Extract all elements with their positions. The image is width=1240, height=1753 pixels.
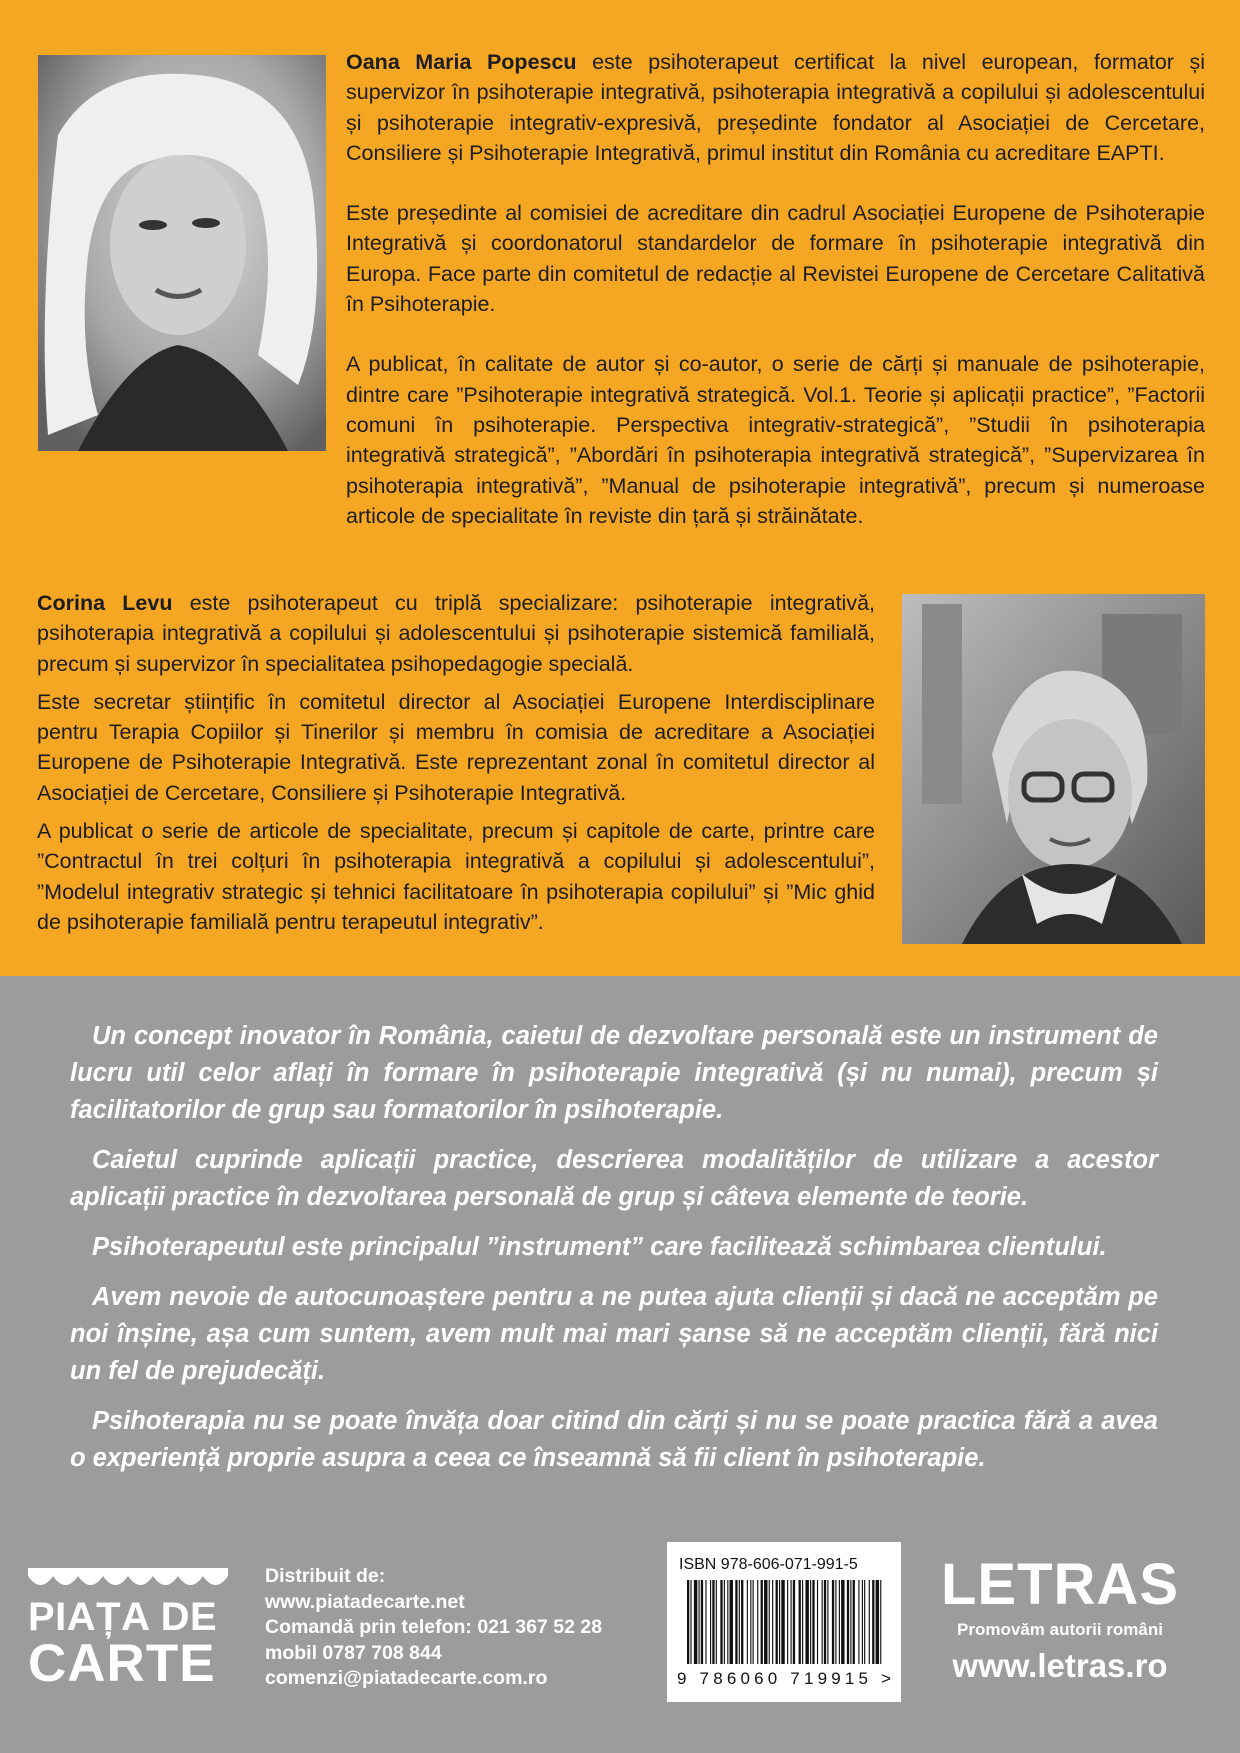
distributor-mobile: mobil 0787 708 844 (265, 1641, 442, 1664)
barcode-bar (769, 1580, 770, 1664)
barcode-bar (739, 1580, 740, 1664)
letras-logo (930, 1552, 1190, 1685)
barcode-bar (799, 1580, 801, 1664)
barcode-bar (824, 1580, 826, 1664)
barcode-bar (805, 1580, 808, 1664)
author1-bio (346, 47, 1205, 531)
barcode-bar (869, 1580, 870, 1664)
author2-bio (37, 588, 875, 937)
author1-paragraph-1: Oana Maria Popescu este psihoterapeut certificat la nivel european, formator și supervizor în psihoterapie integrativă, psihoterapia integrativă a copilului și adolescentului și psihoterapie integrativ-expresivă, președinte fondator al Asociației de Cercetare, Consiliere și Psihoterapie Integrativă, primul institut din România cu acreditare EAPTI. (346, 50, 1206, 165)
barcode-bar (764, 1580, 767, 1664)
barcode-graphic (675, 1580, 893, 1688)
barcode-bar (779, 1580, 780, 1664)
barcode-bar (832, 1580, 834, 1664)
distributor-phone: Comandă prin telefon: 021 367 52 28 (265, 1616, 603, 1638)
piata-logo-line2: CARTE (28, 1634, 216, 1693)
piata-logo-line1: PIAȚA DE (28, 1595, 218, 1639)
barcode-bar (791, 1580, 792, 1664)
barcode-bar (690, 1580, 691, 1664)
isbn-barcode (667, 1542, 901, 1702)
barcode-bar (787, 1580, 788, 1664)
distributor-website: www.piatadecarte.net (265, 1590, 465, 1613)
barcode-bar (847, 1580, 849, 1664)
barcode-bar (750, 1580, 751, 1664)
barcode-bar (710, 1580, 711, 1664)
barcode-bar (817, 1580, 818, 1664)
barcode-bar (793, 1580, 795, 1664)
barcode-bar (730, 1580, 733, 1664)
scalloped-awning-icon (28, 1568, 228, 1594)
barcode-bar (747, 1580, 748, 1664)
barcode-digits: 9 786060 719915 > (677, 1669, 891, 1688)
barcode-bar (812, 1580, 814, 1664)
barcode-bar (781, 1580, 784, 1664)
author1-photo (38, 55, 326, 451)
barcode-bar (872, 1580, 874, 1664)
distributor-info (265, 1564, 602, 1692)
book-description (70, 1018, 1158, 1490)
barcode-bar (827, 1580, 828, 1664)
barcode-bar (858, 1580, 859, 1664)
barcode-bar (716, 1580, 717, 1664)
barcode-bar (705, 1580, 706, 1664)
barcode-bar (757, 1580, 758, 1664)
author2-name: Corina Levu (37, 591, 173, 615)
barcode-bar (720, 1580, 722, 1664)
barcode-bar (802, 1580, 803, 1664)
barcode-bar (841, 1580, 844, 1664)
author1-paragraph-2: Este președinte al comisiei de acreditare din cadrul Asociației Europene de Psihoterapie Integrativă și coordonatorul standardelor de formare în psihoterapie integrativă din Europa. Face parte din comitetul de redacție al Revistei Europene de Cercetare Calitativă în Psihoterapie. (346, 201, 1205, 317)
barcode-bar (853, 1580, 855, 1664)
barcode-bar (761, 1580, 763, 1664)
description-paragraph: Caietul cuprinde aplicații practice, descrierea modalităților de utilizare a acestor aplicații practice în dezvoltarea personală de grup și câteva elemente de teorie. (70, 1146, 1158, 1211)
author1-paragraph-3: A publicat, în calitate de autor și co-autor, o serie de cărți și manuale de psihoterapie, dintre care ”Psihoterapie integrativă strategică. Vol.1. Teorie și aplicații practice”, ”Factorii comuni în psihoterapie. Perspectiva integrativ-strategică”, ”Studii în psihoterapia integrativă strategică”, ”Abordări în psihoterapia integrativă strategică”, ”Supervizarea în psihoterapia integrativă”, ”Manual de psihoterapie integrativă”, precum și numeroase articole de specialitate în reviste din țară și străinătate. (346, 352, 1205, 528)
barcode-bar (735, 1580, 737, 1664)
letras-name: LETRAS (941, 1552, 1179, 1617)
barcode-bar (810, 1580, 811, 1664)
isbn-number: ISBN 978-606-071-991-5 (679, 1556, 858, 1573)
description-paragraph: Avem nevoie de autocunoaștere pentru a ne putea ajuta clienții și dacă ne acceptăm pe noi înșine, așa cum suntem, avem mult mai mari șanse să ne acceptăm clienții, fără nici un fel de prejudecăți. (70, 1283, 1158, 1385)
distributor-label: Distribuit de: (265, 1565, 386, 1587)
letras-website: www.letras.ro (952, 1647, 1168, 1684)
author2-photo (902, 594, 1205, 944)
barcode-bar (687, 1580, 689, 1664)
barcode-bar (850, 1580, 851, 1664)
piata-de-carte-logo (28, 1568, 228, 1693)
author2-paragraph-2: Este secretar științific în comitetul director al Asociației Europene Interdisciplinare pentru Terapia Copiilor și Tinerilor și membru în comisia de acreditare a Asociației Europene de Psihoterapie Integrativă. Este reprezentant zonal în comitetul director al Asociației de Cercetare, Consiliere și Psihoterapie Integrativă. (37, 689, 875, 805)
description-paragraph: Un concept inovator în România, caietul de dezvoltare personală este un instrument de lucru util celor aflați în formare în psihoterapie integrativă (și nu numai), precum și facilitatorilor de grup sau formatorilor în psihoterapie. (70, 1022, 1158, 1124)
distributor-email: comenzi@piatadecarte.com.ro (265, 1667, 548, 1689)
barcode-bar (694, 1580, 697, 1664)
barcode-bar (876, 1580, 879, 1664)
barcode-bar (839, 1580, 840, 1664)
author2-paragraph-3: A publicat o serie de articole de specialitate, precum și capitole de carte, printre care ”Contractul în trei colțuri în psihoterapia integrativă a copilului și adolescentului”, ”Modelul integrativ strategic și tehnici facilitatoare în psihoterapia copilului” și ”Mic ghid de psihoterapie familială pentru terapeutul integrativ”. (37, 819, 875, 934)
barcode-bar (741, 1580, 743, 1664)
barcode-bar (822, 1580, 823, 1664)
barcode-bar (727, 1580, 728, 1664)
barcode-bar (880, 1580, 881, 1664)
author2-paragraph-1: Corina Levu este psihoterapeut cu triplă specializare: psihoterapie integrativă, psihoterapia integrativă a copilului și adolescentului și psihoterapie sistemică familială, precum și supervizor în specialitatea psihopedagogie specială. (37, 591, 875, 676)
barcode-bar (724, 1580, 725, 1664)
barcode-bar (864, 1580, 865, 1664)
barcode-bar (701, 1580, 703, 1664)
barcode-bar (835, 1580, 836, 1664)
barcode-bar (776, 1580, 778, 1664)
description-paragraph: Psihoterapeutul este principalul ”instrument” care facilitează schimbarea clientului. (92, 1233, 1107, 1261)
barcode-bar (862, 1580, 863, 1664)
barcode-bar (699, 1580, 700, 1664)
barcode-bar (712, 1580, 714, 1664)
description-paragraph: Psihoterapia nu se poate învăța doar citind din cărți și nu se poate practica fără a avea o experiență proprie asupra a ceea ce înseamnă să fii client în psihoterapie. (70, 1407, 1158, 1472)
letras-slogan: Promovăm autorii români (957, 1620, 1163, 1639)
barcode-bar (753, 1580, 754, 1664)
author1-name: Oana Maria Popescu (346, 50, 577, 74)
barcode-bar (772, 1580, 773, 1664)
